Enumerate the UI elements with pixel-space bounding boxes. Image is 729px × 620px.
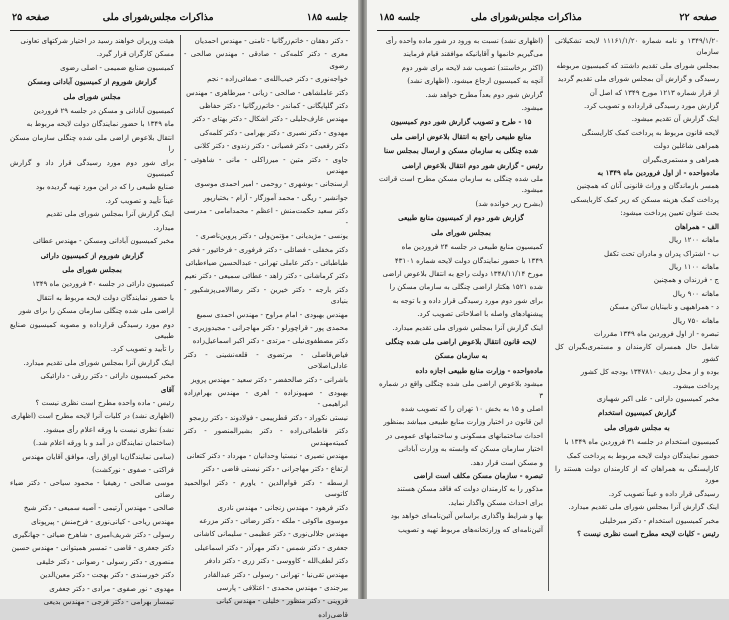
text-line: ارسنجانی - بوشهری - روحمی - امیر احمدی موسوی	[194, 179, 348, 189]
text-line: ماهانه ۷۵۰ ریال	[672, 315, 719, 325]
text-line: برای احداث مسکن واگذار نماید.	[448, 497, 543, 507]
text-line: جعفری - دکتر شمس - دکتر مهرآذر - دکتر اسماعیلی	[194, 542, 348, 552]
text-line: تبصره - از اول فروردین ماه ۱۳۴۹ مقررات	[593, 328, 719, 338]
text-line: جاوی - دکتر متین - میرزاکلی - مانی - شاهوئی - مهندس	[184, 154, 348, 176]
text-line: می‌گیریم خانمها و آقایانیکه موافقند قیام فرمایند	[403, 49, 543, 59]
text-line: مهندس تقی‌نیا - تهرانی - رسولی - دکتر عبدالقادر	[204, 569, 348, 579]
text-line: مخبر کمیسیون آبادانی ومسکن - مهندس عطائی	[32, 236, 174, 246]
text-line: دکتر مخفلی - فضائلی - دکتر فرفوری - فرخائیور - فخر	[188, 244, 348, 254]
right-page	[367, 0, 729, 599]
text-line: میشود.	[521, 103, 543, 113]
text-line: قزوینی - دکتر منظور - خلیلی - مهندس کیانی	[216, 596, 348, 606]
text-line: (اظهاری نشد) در کلیات آنرا لایحه مطرح است (اظهاری	[11, 411, 174, 421]
text-line: مذکور را به کارمندان دولت که فاقد مسکن هستند	[396, 484, 543, 494]
right-page-column-1	[555, 35, 719, 593]
text-line: اختیار سازمان مسکن که وابسته به وزارت آبادانی	[398, 444, 543, 454]
text-line: دکتر فرهود - مهندس زنجانی - مهندس نادری	[217, 502, 348, 512]
text-line: رسولی - دکتر شریف‌امیری - شاهرخ ضیائی - جهانگیری	[12, 530, 174, 540]
text-line: موسی صالحی - رهیفیا - محمود سیاحی - دکتر ضیاء رضائی	[10, 478, 174, 499]
text-line: صنایع طبیعی را که در این مورد تهیه گردیده بود	[35, 182, 174, 192]
speaker-line: ماده‌واحده - از اول فروردین ماه ۱۳۴۹ به	[597, 168, 719, 178]
text-line: مسکن کارگران قرار گیرد.	[96, 49, 174, 59]
text-line: (سامی نمایندگان‌با اوراق رأی، موافق آقایان مهندس	[22, 451, 174, 461]
text-line: باشرانی - دکتر صالحفضر - دکتر سعید - مهندس پرویز	[190, 374, 348, 384]
speaker-line: رئیس - گزارش شور دوم انتقال بلاعوض اراضی	[401, 160, 543, 170]
text-line: اینک گزارش آنرا بمجلس شورای ملی تقدیم میدارد.	[392, 322, 543, 332]
right-page-session: جلسه ۱۸۵	[379, 12, 421, 23]
text-line: مخبر کمیسیون دارائی - علی اکبر شهبازی	[596, 393, 719, 403]
section-heading: ۱۵ - طرح و تصویب گزارش شور دوم کمیسیون	[390, 117, 532, 127]
left-page	[0, 0, 360, 619]
right-page-header	[379, 8, 717, 30]
text-line: مهندس ریاحی - کیانی‌نوری - فرخ‌منش - پیرپونای	[31, 516, 174, 526]
section-heading: گزارش شوروم از کمیسیون دارائی	[40, 250, 144, 260]
text-line: موسوی ماکوئی - ملکه - دکتر رضائی - دکتر مزرعه	[199, 516, 348, 526]
speaker-line: رئیس - کلیات لایحه مطرح است نظری نیست ؟	[577, 529, 719, 539]
text-line: دکتر خورسندی - دکتر بهجت - دکتر معین‌الدین	[40, 570, 174, 580]
text-line: محمدی پور - قراچورلو - دکتر مهاجرانی - مجیدوزیری -	[188, 322, 348, 332]
text-line: دکتر رفعیی - دکتر فصیانی - دکتر زندوی - دکتر کلانی	[194, 141, 348, 151]
text-line: بحث عنوان تعیین پرداخت میشود:	[620, 208, 719, 218]
section-heading: بمجلس شورای ملی	[431, 227, 491, 237]
text-line: فراکتی - صفوی - نورکشت)	[92, 465, 174, 474]
text-line: ماهانه ۱۲۰۰ ریال	[668, 235, 719, 245]
text-line: ماهانه ۱۱۰۰ ریال	[668, 261, 719, 271]
text-line: تیمسار بهرامی - دکتر فرجی - مهندس بدیعی	[43, 597, 174, 607]
text-line: اراضی ملی شده چنگلی سازمان مسکن را برای شور	[18, 306, 174, 316]
text-line: و مسکن است قرار دهد.	[470, 457, 543, 467]
right-page-title: مذاکرات مجلس‌شورای ملی	[470, 12, 582, 23]
text-line: دکتر کرماشانی - دکتر زاهد - عطائی سمیعی - دکتر نعیم	[184, 271, 348, 281]
text-line: ماهانه ۹۰۰ ریال	[672, 288, 719, 298]
text-line: مخبر کمیسیون استخدام - دکتر میرخلیلی	[599, 515, 719, 525]
text-line: اصلی و ۱۵ به بخش ۱۰ تهران را که تصویب شده	[401, 403, 543, 413]
text-line: اینک گزارش آنرا بمجلس شورای ملی تقدیم میدارد.	[23, 357, 174, 367]
text-line: از قرار شماره ۱۲۱۳ مورخ ۱۳۴۹ که اصل آن	[589, 87, 719, 97]
text-line: پرداخت کمک هزینه مسکن که زیر کمک کاربایسکی	[570, 194, 719, 204]
text-line: رسیدگی قرار داده و عیناً تصویب کرد.	[608, 488, 719, 498]
section-heading: منابع طبیعی راجع به انتقال بلاعوض اراضی ملی	[390, 131, 532, 141]
text-line: هیئت وزیران خواهند رسید در اختیار شرکتهای تعاونی	[20, 36, 174, 45]
speaker-line: الف - همراهان	[674, 221, 719, 231]
text-line: برای شور دوم مورد رسیدگی قرار داد و گزارش کمیسیون	[10, 157, 174, 179]
text-line: مورخ ۱۳۴۸/۱۱/۱۴ دولت راجع به انتقال بلاعوض اراضی	[382, 268, 543, 278]
text-line: دکتر لطف‌الله - کاووسی - دکتر زری - دکتر دادفر	[204, 556, 348, 566]
text-line: اینک گزارش آنرا بمجلس شورای ملی تقدیم میدارد.	[568, 502, 719, 512]
text-line: با حضور نمایندگان دولت لایحه مربوط به انتقال	[36, 292, 174, 302]
text-line: منصوری - دکتر رسولی - رضوانی - دکتر خلیقی	[36, 556, 174, 566]
text-line: دکتر سعید حکمت‌منش - اعظم - محمدامامی - مدرسی -	[184, 206, 348, 227]
text-line: نیستی نکوراد - دکتر قطرپیمی - فولادوند - دکتر رزمجو	[189, 412, 348, 422]
text-line: میدارد.	[153, 222, 174, 232]
text-line: مهدوی - دکتر نصیری - دکتر بهرامی - دکتر کلمه‌کی	[199, 127, 348, 137]
right-column-divider	[548, 35, 549, 591]
text-line: طباطبائی - دکتر عاملی تهرانی - عبدالحسین ضیاءطبائی	[185, 257, 348, 267]
text-line: معری - دکتر کلمه‌کی - صادقی - مهندس صالحی - رضوی	[184, 49, 348, 70]
text-line: پیشنهادهای واصله با اصلاحاتی تصویب کرد.	[417, 309, 543, 319]
text-line: کمیسیون دارائی در جلسه ۳۰ فروردین ماه ۱۳۴۹	[32, 279, 174, 289]
text-line: ملی شده چنگلی به سازمان مسکن مطرح است قرائت میشود.	[379, 174, 543, 195]
text-line: بهبودی - صهیونزاده - اهری - مهندس بهرام‌زاده ابراهیمی -	[184, 387, 348, 409]
text-line: بوده و از محل ردیف ۱۳۴۷۸۱۰ بودجه کل کشور	[580, 367, 719, 377]
text-line: آئین‌نامه‌ای که وزارتخانه‌های مربوط تهیه و تصویب	[398, 524, 543, 534]
text-line: همراهی و مستمری‌بگیران	[642, 154, 719, 164]
text-line: حضور نمایندگان دولت لایحه مربوط به پرداخت کمک	[566, 450, 719, 460]
text-line: رئیس - ماده واحده مطرح است نظری نیست ؟	[35, 397, 174, 407]
left-page-column-2	[10, 35, 174, 607]
text-line: ب - اشتراک پدران و مادران تحت تکفل	[604, 248, 719, 258]
text-line: دکتر فاطمائی‌زاده - دکتر بشیرالمنصور - دکتر کمیته‌مهندس	[184, 426, 348, 447]
right-header-rule	[377, 30, 719, 31]
section-heading: به سازمان مسکن	[434, 351, 488, 361]
left-page-title: مذاکرات مجلس‌شورای ملی	[102, 12, 214, 23]
text-line: ارتفاع - دکتر مهاجرانی - دکتر نیستی قاضی - دکتر	[202, 464, 348, 474]
text-line: مهندس عارف‌جلیلی - دکتر اشکا‌ل - دکتر بهتای - دکتر	[192, 114, 348, 124]
text-line: عیناً تأیید و تصویب کرد.	[105, 195, 174, 205]
text-line: کمیسیون آبادانی و مسکن در جلسه ۲۹ فروردین	[33, 106, 174, 116]
text-line: ۱۳۴۹/۱/۲۰ و نامه شماره ۱۱۱۶۱/۱/۲۰ لایحه تشکیلاتی سازمان	[555, 36, 719, 57]
text-line: ماه ۱۳۴۹ با حضور نمایندگان دولت لایحه مربوط به	[26, 119, 174, 129]
text-line: قاضی‌زاده	[318, 609, 348, 619]
text-line: کمیسیون استخدام در جلسه ۳۱ فروردین ماه ۱۳۴۹ با	[564, 437, 719, 447]
text-line: ۱۳۴۹ با حضور نمایندگان دولت لایحه شماره ۴۳۱۰۱	[394, 255, 543, 265]
left-column-divider	[180, 35, 181, 591]
text-line: مهدوی - نور صفوی - مرادی - دکتر جعفری	[49, 583, 174, 593]
text-line: شامل حال همسران کارمندان و مستمری‌بگیران کل کشور	[555, 342, 719, 363]
speaker-line: آقای	[160, 384, 174, 394]
text-line: ج - فرزندان و همچنین	[653, 275, 719, 285]
text-line: یونسی - مژیدیانی - مؤتمن‌ولی - دکتر پروین‌ناصری -	[195, 231, 348, 241]
right-page-number: صفحه ۲۲	[679, 12, 717, 23]
text-line: بها و شرایط واگذاری براساس آئین‌نامه‌ای خواهد بود	[390, 511, 543, 521]
text-line: شده ۱۵۲۱ هکتار اراضی چنگلی به سازمان مسکن را	[389, 282, 543, 292]
text-line: مهندس بهبودی - امام مراوح - مهندس احمدی سمیع	[196, 309, 348, 319]
text-line: دوم مورد رسیدگی قرارداده و مصوبه کمیسیون صنایع طبیعی	[10, 319, 174, 340]
text-line: برای شور دوم مورد رسیدگی قرار داده و با توجه به	[392, 295, 543, 305]
text-line: - دکتر دهقان - خاتم‌زرگانیا - ثامنی - مهندس احمدیان	[194, 36, 348, 45]
text-line: را تأیید و تصویب کرد.	[110, 344, 174, 354]
text-line: اینک گزارش آن تقدیم میشود.	[631, 114, 719, 124]
text-line: بیرجندی - مهندس محمدی - اعتلافی - پارسی	[216, 583, 348, 593]
text-line: رسیدگی و گزارش آن بمجلس شورای ملی تقدیم گردید	[557, 74, 719, 84]
text-line: دکتر جعفری - قاضی - تمسیر همیتوانی - مهندس حسین	[11, 543, 174, 553]
text-line: بمجلس شورای ملی تقدیم داشتند که کمیسیون مربوطه	[556, 60, 719, 70]
speaker-line: تبصره - سازمان مسکن مکلف است اراضی	[413, 471, 543, 480]
text-line: لایحه قانون مربوط به پرداخت کمک کارایسنگی	[581, 127, 719, 137]
text-line: گزارش شور دوم بعداً مطرح خواهد شد.	[425, 89, 543, 99]
text-line: (اظهاری نشد) نسبت به ورود در شور ماده واحده رأی	[385, 36, 543, 45]
left-page-header	[12, 8, 348, 30]
section-heading: مجلس شورای ملی	[63, 91, 121, 101]
section-heading: گزارش شوروم از کمیسیون آبادانی ومسکن	[27, 77, 157, 87]
text-line: احداث ساختمانهای مسکونی و ساختمانهای عمومی در	[385, 430, 543, 440]
section-heading: گزارش کمیسیون استخدام	[598, 408, 676, 418]
text-line: ارسطه - دکتر قوام‌الدین - یاورم - دکتر ابوالحمید کاتوسی	[184, 477, 348, 499]
text-line: همراهی شاغلین دولت	[653, 141, 719, 151]
text-line: مهندس نصیری - نیستیا وحدانیان - مهرداد - دکتر کتعانی	[186, 451, 348, 460]
text-line: (ساختمان نمایندگان در آمد و با ورقه اعلام شد.)	[33, 438, 174, 448]
text-line: مخبر کمیسیون دارائی - دکتر رزقی - دارائیکی	[40, 371, 174, 381]
text-line: دکتر مصطفوی‌نیلی - مرتدی - دکتر اکبر اسماعیل‌زاده	[192, 336, 348, 346]
text-line: آنچه به کمیسیون ارجاع میشود. (اظهاری نشد)	[407, 76, 543, 86]
text-line: د - همراهیهی و نابینایان ساکن مسکن	[609, 302, 719, 312]
text-line: اینک گزارش آنرا بمجلس شورای ملی تقدیم	[46, 209, 174, 219]
text-line: انتقال بلاعوض اراضی ملی شده چنگلی سازمان مسکن را	[10, 132, 174, 154]
text-line: جوانشیر - ریگی - محمد آموزگار - آرام - بختیارپور	[203, 192, 348, 202]
text-line: کمیسیون صنایع ضمیمی - اصلی رضوی	[60, 62, 174, 72]
section-heading: لایحه قانون انتقال بلاعوض اراضی ملی شده چنگلی	[385, 336, 537, 346]
section-heading: بمجلس شورای ملی	[62, 264, 122, 274]
text-line: همسر بازماندگان و وراث قانونی آنان که همچنین	[576, 181, 719, 191]
text-line: گزارش مورد رسیدگی قرارداده و تصویب کرد.	[583, 101, 719, 111]
text-line: دکتر عاملشاهی - صالحی - زیانی - میرطاهری - مهندس	[186, 87, 348, 97]
left-header-rule	[10, 30, 350, 31]
section-heading: شده چنگلی به سازمان مسکن و ارسال بمجلس سنا	[383, 146, 539, 156]
speaker-line: ماده‌واحده - وزارت منابع طبیعی اجازه داده	[415, 365, 543, 375]
left-page-column-1	[184, 35, 348, 619]
text-line: (اکثر برخاستند) تصویب شد لایحه برای شور دوم	[401, 62, 543, 72]
text-line: مهندس جلالی‌نوری - دکتر عظیمی - سلیمانی کاشانی	[193, 529, 348, 539]
text-line: کارایسنگی به همراهان که از کارمندان دولت هستند را مورد	[555, 464, 719, 485]
text-line: کمیسیون منابع طبیعی در جلسه ۲۴ فروردین ماه	[401, 242, 543, 252]
text-line: خواجه‌نوری - دکتر خیب‌الله‌ی - صفائی‌زاده - نجم	[207, 74, 348, 84]
text-line: فیاض‌فاضلی - مرتضوی - قلعه‌نشینی - دکتر عادلی‌اصلاحی	[184, 349, 348, 371]
section-heading: گزارش شور دوم از کمیسیون منابع طبیعی	[398, 213, 524, 223]
right-page-column-2	[379, 35, 543, 593]
left-page-session: جلسه ۱۸۵	[306, 12, 348, 23]
text-line: دکتر گلپایگانی - کماندر - خاتم‌زرگانیا - دکتر حفاظی	[199, 101, 348, 111]
text-line: دکتر بارجه - دکتر خیرین - دکتر رضا‌الامی‌پزشکیور - بنیادی	[184, 284, 348, 306]
text-line: پرداخت میشود.	[673, 380, 719, 390]
text-line: (بشرح زیر خوانده شد)	[475, 198, 543, 208]
left-page-number: صفحه ۲۵	[12, 12, 50, 23]
text-line: میشود بلاعوض اراضی ملی شده چنگلی واقع در شماره ۳	[379, 379, 543, 400]
text-line: صالحی - مهندس آرتیمی - آصیه سمیعی - دکتر شیخ	[23, 503, 174, 513]
text-line: این قانون در اختیار وزارت منابع طبیعی میباشد بمنظور	[383, 417, 543, 427]
text-line: نشد) نظری نیست با ورقه اعلام رأی میشود.	[43, 424, 174, 434]
section-heading: به مجلس شورای ملی	[604, 422, 670, 432]
